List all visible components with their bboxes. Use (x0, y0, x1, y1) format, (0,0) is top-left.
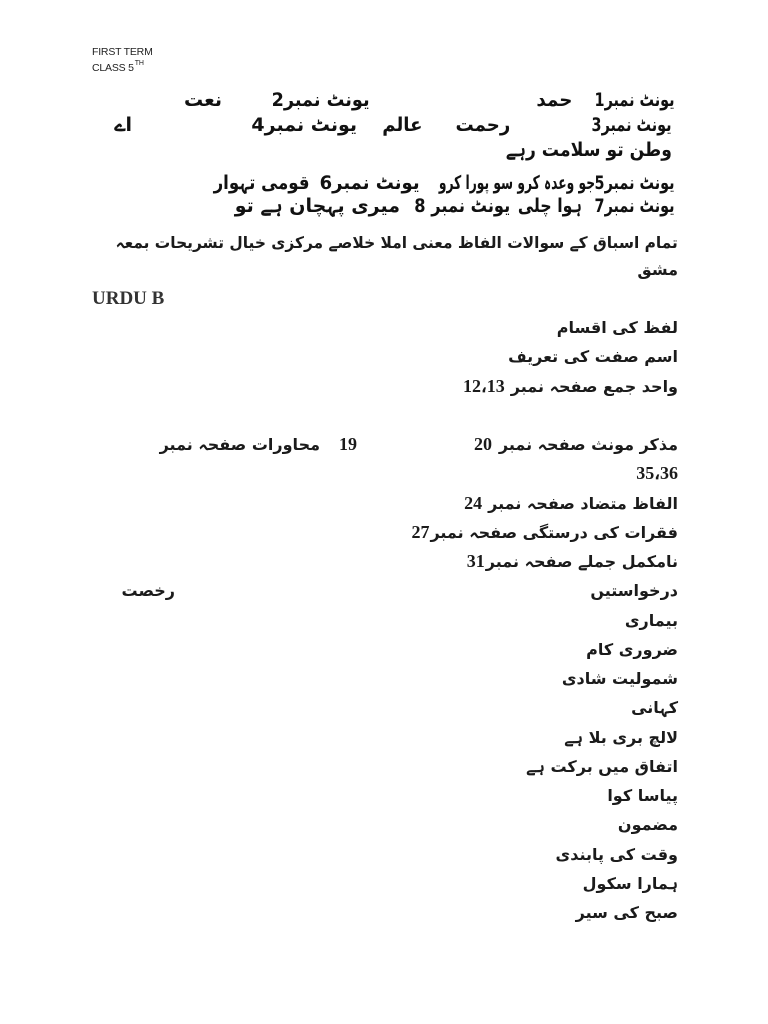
list-item (78, 372, 678, 401)
list-item (78, 664, 678, 693)
page-number: 12،13 (462, 375, 505, 396)
topic-text: نامکمل جملے صفحہ نمبر (485, 552, 678, 572)
unit-3-title: رحمت عالم (382, 114, 510, 136)
gender-page-value: 20 (474, 434, 492, 455)
list-item (78, 547, 678, 576)
syllabus-note-line-2: مشق (637, 260, 678, 279)
unit-1-label: یونٹ نمبر1 (594, 89, 675, 111)
list-item (78, 518, 678, 547)
unit-2-title: نعت (184, 89, 222, 111)
page-number: 35،36 (636, 463, 678, 484)
topic-text: لالچ بری بلا ہے (564, 727, 678, 747)
topic-text: اتفاق میں برکت ہے (526, 756, 678, 776)
unit-8-title: میری پہچان ہے تو (234, 195, 400, 217)
list-item (78, 635, 678, 664)
list-item (78, 723, 678, 752)
topic-text: واحد جمع صفحہ نمبر (510, 376, 678, 396)
list-item (78, 752, 678, 781)
unit-2-label: یونٹ نمبر2 (272, 89, 370, 111)
list-item (78, 459, 678, 488)
topic-text: وقت کی پابندی (555, 844, 678, 864)
unit-7-title: ہوا چلی (517, 195, 582, 217)
applications-side-topic (122, 576, 175, 605)
blank-line (78, 401, 678, 430)
class-number: CLASS 5 (92, 62, 134, 74)
gender-topic-text (499, 430, 678, 459)
topic-text: بیماری (624, 610, 678, 630)
topic-text: اسم صفت کی تعریف (508, 347, 678, 367)
unit-4-title-end: وطن تو سلامت رہے (505, 139, 672, 161)
topic-text: صبح کی سیر (575, 903, 678, 923)
class-label (92, 62, 144, 74)
unit-5-label: یونٹ نمبر5 (594, 172, 675, 194)
section-heading-urdu-b: URDU B (92, 288, 165, 309)
topic-text: شمولیت شادی (561, 669, 678, 689)
list-item (78, 342, 678, 371)
syllabus-note-line-1: تمام اسباق کے سوالات الفاظ معنی املا خلاصے مرکزی خیال تشریحات بمعہ (115, 233, 678, 252)
idioms-page-value: 19 (339, 434, 357, 455)
list-item (78, 898, 678, 927)
stories-heading: کہانی (631, 698, 678, 718)
unit-4-label: یونٹ نمبر4 (251, 114, 357, 136)
unit-6-label: یونٹ نمبر6 (320, 172, 420, 194)
list-heading-essays (78, 810, 678, 839)
applications-heading: درخواستیں (590, 581, 678, 601)
page-number: 27 (411, 521, 430, 542)
topic-text: ہمارا سکول (582, 873, 678, 893)
urdu-b-topic-list (78, 313, 678, 927)
unit-6-title: قومی تہوار (213, 172, 310, 194)
class-suffix: TH (134, 60, 144, 67)
topic-text: پیاسا کوا (607, 786, 678, 806)
list-item-gender-idioms (78, 430, 678, 459)
list-item (78, 781, 678, 810)
side-topic-label: رخصت (121, 581, 175, 601)
list-heading-applications (78, 576, 678, 605)
list-item (78, 606, 678, 635)
topic-text: الفاظ متضاد صفحہ نمبر (488, 493, 678, 513)
unit-8-label: یونٹ نمبر 8 (414, 195, 510, 217)
gender-page-number (474, 430, 492, 459)
topic-text: لفظ کی اقسام (556, 318, 678, 338)
list-item (78, 489, 678, 518)
list-item (78, 869, 678, 898)
topic-text: ضروری کام (586, 639, 678, 659)
topic-text: فقرات کی درستگی صفحہ نمبر (430, 522, 678, 542)
unit-5-title: جو وعدہ کرو سو پورا کرو (438, 172, 595, 194)
essays-heading: مضمون (617, 815, 678, 835)
idioms-page-number (339, 430, 357, 459)
page-number: 31 (466, 551, 485, 572)
page-number: 24 (464, 492, 483, 513)
gender-topic-label: مذکر مونث صفحہ نمبر (498, 435, 678, 455)
idioms-topic-label: محاورات صفحہ نمبر (159, 435, 320, 455)
list-heading-stories (78, 693, 678, 722)
unit-4-title-start: اے (114, 114, 132, 136)
list-item (78, 313, 678, 342)
idioms-topic-text (160, 430, 320, 459)
unit-1-title: حمد (536, 89, 572, 111)
unit-7-label: یونٹ نمبر7 (594, 195, 675, 217)
unit-3-label: یونٹ نمبر3 (591, 114, 672, 136)
term-label: FIRST TERM (92, 46, 153, 58)
list-item (78, 840, 678, 869)
